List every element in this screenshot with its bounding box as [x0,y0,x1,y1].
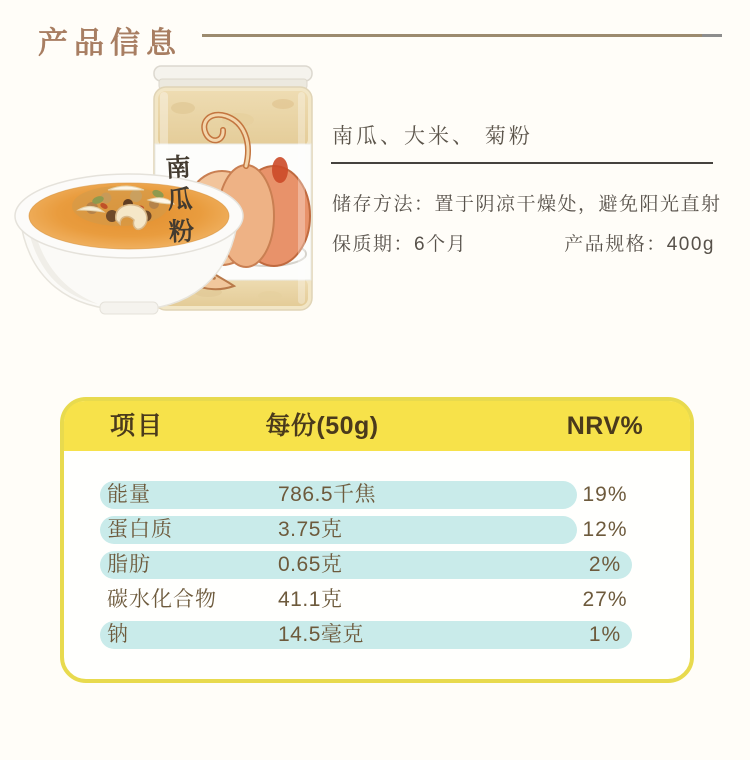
row-nrv: 1% [588,623,622,646]
row-highlight-pill [100,551,632,579]
column-header-nrv: NRV% [566,412,644,440]
row-nrv: 2% [588,553,622,576]
jar-label-text: 南瓜粉 [161,153,195,251]
row-nrv: 19% [582,483,628,506]
column-header-per-serving: 每份(50g) [265,412,379,440]
row-nrv: 27% [582,588,628,611]
row-label: 碳水化合物 [107,588,217,611]
row-highlight-pill [100,621,632,649]
ingredients-divider [331,162,713,164]
row-value: 3.75克 [278,518,343,541]
nutrition-row-carbohydrate [64,586,690,614]
row-value: 0.65克 [278,553,343,576]
storage-text: 储存方法：置于阴凉干燥处，避免阳光直射 [332,194,722,215]
row-label: 蛋白质 [107,518,173,541]
column-header-item: 项目 [110,412,165,440]
meta-row [332,229,715,256]
nutrition-table-body [64,481,690,649]
row-label: 能量 [107,483,151,506]
title-divider-line [202,34,702,37]
page-title: 产品信息 [38,27,182,60]
row-nrv: 12% [582,518,628,541]
row-label: 钠 [107,623,129,646]
product-photo [8,58,330,340]
nutrition-table-header [64,401,690,451]
nutrition-row-protein [64,516,690,544]
row-label: 脂肪 [107,553,151,576]
ingredients-text: 南瓜、大米、 菊粉 [332,125,533,148]
row-value: 14.5毫克 [278,623,364,646]
row-value: 786.5千焦 [278,483,377,506]
nutrition-row-energy [64,481,690,509]
shelf-life-text: 保质期：6个月 [332,234,468,255]
title-divider-tip [702,34,722,37]
nutrition-row-fat [64,551,690,579]
nutrition-table [60,397,694,683]
spec-text: 产品规格：400g [564,234,715,255]
nutrition-row-sodium [64,621,690,649]
row-value: 41.1克 [278,588,343,611]
